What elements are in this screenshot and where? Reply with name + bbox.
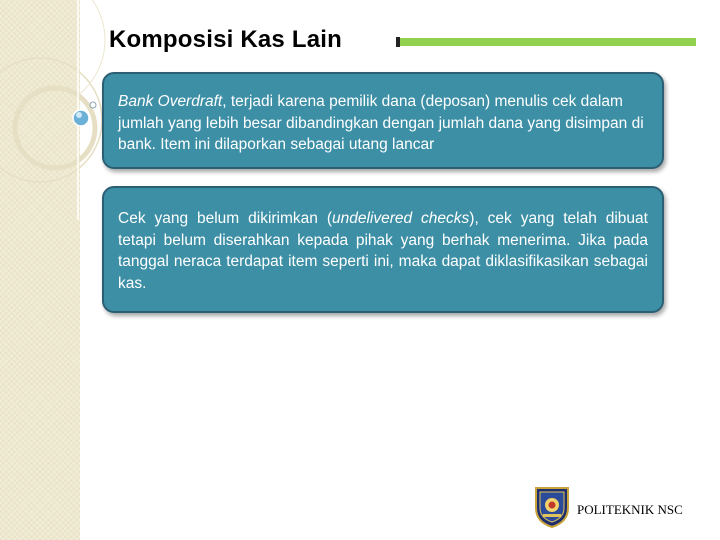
footer-institution: POLITEKNIK NSC (577, 502, 683, 517)
slide-title: Komposisi Kas Lain (109, 26, 342, 53)
title-accent-bar (396, 38, 696, 46)
term-undelivered-checks: undelivered checks (331, 210, 470, 227)
card-undelivered-checks (102, 186, 664, 313)
card-undelivered-checks-body: ), cek yang telah dibuat tetapi belum diserahkan kepada pihak yang berhak menerima. Jika pada tanggal neraca terdapat item seperti ini, maka dapat diklasifikasikan sebagai kas. (118, 210, 648, 292)
term-bank-overdraft: Bank Overdraft (118, 93, 223, 110)
shield-logo-icon (534, 486, 570, 528)
card-bank-overdraft-text (118, 91, 648, 156)
card-bank-overdraft-body: , terjadi karena pemilik dana (deposan) menulis cek dalam jumlah yang lebih besar dibandingkan dengan jumlah dana yang disimpan di bank. Item ini dilaporkan sebagai utang lancar (118, 93, 644, 153)
card-undelivered-checks-intro: Cek yang belum dikirimkan ( (118, 210, 332, 227)
card-undelivered-checks-text (118, 208, 648, 294)
card-bank-overdraft (102, 72, 664, 169)
